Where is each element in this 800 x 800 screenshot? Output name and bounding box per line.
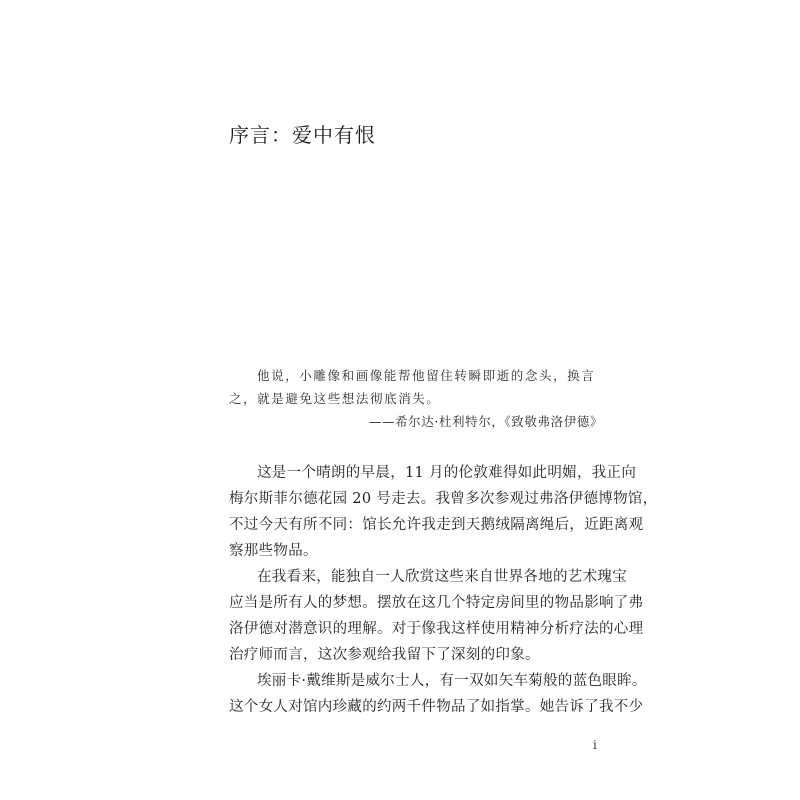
chapter-title: 序言：爱中有恨 <box>229 123 376 147</box>
body-text <box>229 460 658 720</box>
text-line: 这个女人对馆内珍藏的约两千件物品了如指掌。她告诉了我不少 <box>229 699 644 715</box>
epigraph-line: 之，就是避免这些想法彻底消失。 <box>229 391 441 406</box>
text-line: 治疗师而言，这次参观给我留下了深刻的印象。 <box>229 647 540 663</box>
text-line: 察那些物品。 <box>229 543 318 559</box>
text-line: 在我看来，能独自一人欣赏这些来自世界各地的艺术瑰宝 <box>257 569 627 585</box>
paragraph <box>229 564 644 668</box>
paragraph <box>229 668 647 720</box>
text-line: 应当是所有人的梦想。摆放在这几个特定房间里的物品影响了弗 <box>229 595 644 611</box>
text-line: 这是一个晴朗的早晨，11 月的伦敦难得如此明媚，我正向 <box>257 465 637 481</box>
epigraph-line: 他说，小雕像和画像能帮他留住转瞬即逝的念头，换言 <box>257 368 596 383</box>
epigraph-attribution: ——希尔达·杜利特尔，《致敬弗洛伊德》 <box>368 414 603 429</box>
text-line: 梅尔斯菲尔德花园 20 号走去。我曾多次参观过弗洛伊德博物馆， <box>229 491 658 507</box>
epigraph <box>229 364 603 433</box>
page-number: i <box>593 738 597 752</box>
text-line: 洛伊德对潜意识的理解。对于像我这样使用精神分析疗法的心理 <box>229 621 644 637</box>
text-line: 不过今天有所不同：馆长允许我走到天鹅绒隔离绳后，近距离观 <box>229 517 644 533</box>
text-line: 埃丽卡·戴维斯是威尔士人，有一双如矢车菊般的蓝色眼眸。 <box>257 673 647 689</box>
paragraph <box>229 460 658 564</box>
